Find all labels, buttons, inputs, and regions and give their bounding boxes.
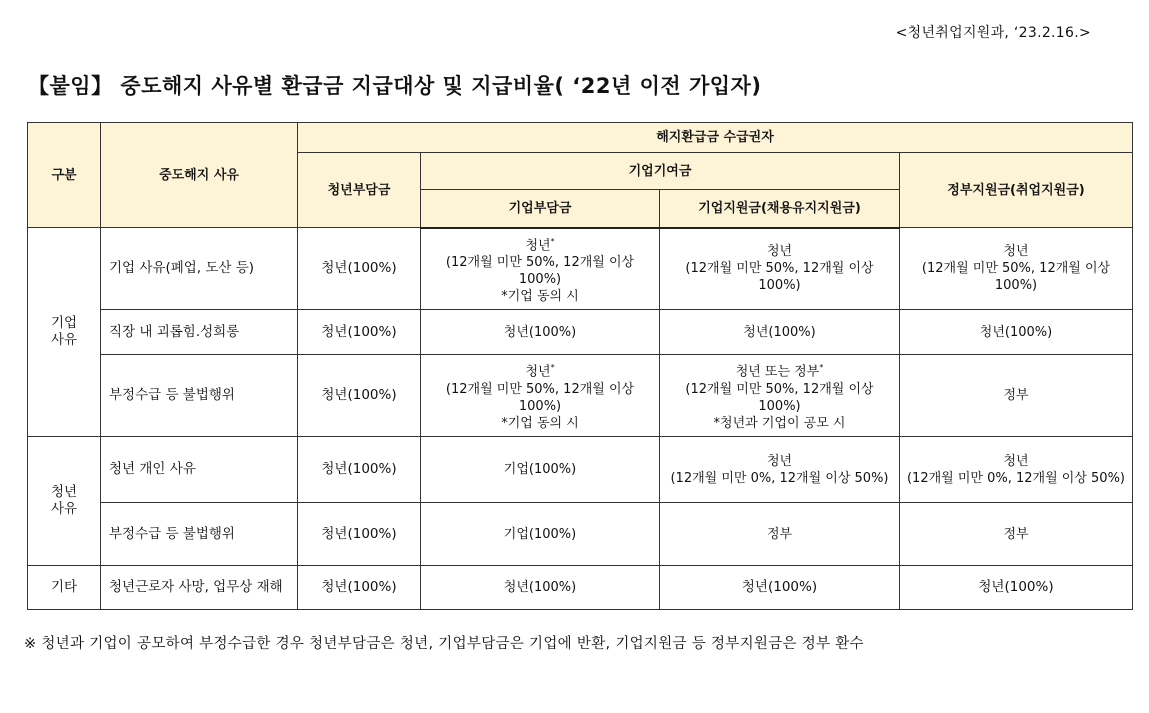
table-row <box>28 566 1133 610</box>
gov-subsidy-cell: 청년(100%) <box>900 310 1133 355</box>
header-company-share: 기업부담금 <box>421 190 660 228</box>
company-share-cell: 청년* (12개월 미만 50%, 12개월 이상 100%) *기업 동의 시 <box>421 228 660 310</box>
gov-subsidy-cell: 정부 <box>900 355 1133 437</box>
company-subsidy-cell: 청년 또는 정부* (12개월 미만 50%, 12개월 이상 100%) *청년과 기업이 공모 시 <box>660 355 900 437</box>
company-share-cell: 청년(100%) <box>421 566 660 610</box>
company-share-cell: 청년* (12개월 미만 50%, 12개월 이상 100%) *기업 동의 시 <box>421 355 660 437</box>
table-row <box>28 355 1133 437</box>
company-share-cell: 청년(100%) <box>421 310 660 355</box>
company-share-cell: 기업(100%) <box>421 503 660 566</box>
company-subsidy-cell: 정부 <box>660 503 900 566</box>
youth-share-cell: 청년(100%) <box>298 228 421 310</box>
table-row <box>28 228 1133 310</box>
gov-subsidy-cell: 청년 (12개월 미만 50%, 12개월 이상 100%) <box>900 228 1133 310</box>
group-company: 기업 사유 <box>28 228 101 437</box>
header-company-contribution: 기업기여금 <box>421 153 900 190</box>
source-line: <청년취업지원과, ‘23.2.16.> <box>895 25 1091 41</box>
refund-table <box>27 122 1133 610</box>
youth-share-cell: 청년(100%) <box>298 355 421 437</box>
company-share-cell: 기업(100%) <box>421 437 660 503</box>
footnote: ※ 청년과 기업이 공모하여 부정수급한 경우 청년부담금은 청년, 기업부담금은 기업에 반환, 기업지원금 등 정부지원금은 정부 환수 <box>24 636 864 652</box>
youth-share-cell: 청년(100%) <box>298 566 421 610</box>
header-company-subsidy: 기업지원금(채용유지지원금) <box>660 190 900 228</box>
gov-subsidy-cell: 청년 (12개월 미만 0%, 12개월 이상 50%) <box>900 437 1133 503</box>
reason-cell: 부정수급 등 불법행위 <box>101 503 298 566</box>
group-youth: 청년 사유 <box>28 437 101 566</box>
reason-cell: 청년 개인 사유 <box>101 437 298 503</box>
page-title: 【붙임】 중도해지 사유별 환급금 지급대상 및 지급비율( ‘22년 이전 가입자) <box>28 74 762 98</box>
table-row <box>28 437 1133 503</box>
company-subsidy-cell: 청년(100%) <box>660 566 900 610</box>
company-subsidy-cell: 청년(100%) <box>660 310 900 355</box>
reason-cell: 기업 사유(폐업, 도산 등) <box>101 228 298 310</box>
header-youth-share: 청년부담금 <box>298 153 421 228</box>
company-subsidy-cell: 청년 (12개월 미만 0%, 12개월 이상 50%) <box>660 437 900 503</box>
table-row <box>28 310 1133 355</box>
header-category: 구분 <box>28 123 101 228</box>
youth-share-cell: 청년(100%) <box>298 503 421 566</box>
reason-cell: 부정수급 등 불법행위 <box>101 355 298 437</box>
table-row <box>28 503 1133 566</box>
header-recipient: 해지환급금 수급권자 <box>298 123 1133 153</box>
gov-subsidy-cell: 청년(100%) <box>900 566 1133 610</box>
youth-share-cell: 청년(100%) <box>298 437 421 503</box>
reason-cell: 직장 내 괴롭힘.성희롱 <box>101 310 298 355</box>
header-gov-subsidy: 정부지원금(취업지원금) <box>900 153 1133 228</box>
reason-cell: 청년근로자 사망, 업무상 재해 <box>101 566 298 610</box>
header-reason: 중도해지 사유 <box>101 123 298 228</box>
group-other: 기타 <box>28 566 101 610</box>
youth-share-cell: 청년(100%) <box>298 310 421 355</box>
gov-subsidy-cell: 정부 <box>900 503 1133 566</box>
company-subsidy-cell: 청년 (12개월 미만 50%, 12개월 이상 100%) <box>660 228 900 310</box>
